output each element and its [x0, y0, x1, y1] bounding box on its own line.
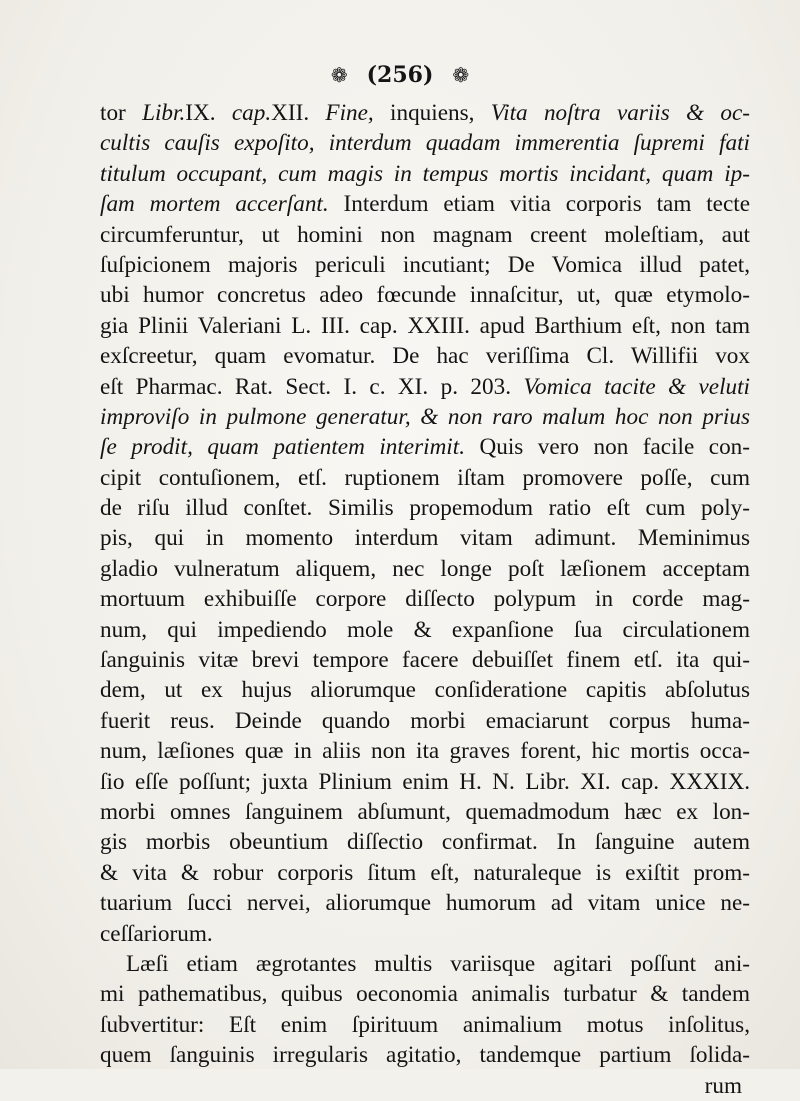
- text-line: [100, 1040, 750, 1070]
- text-line: [100, 220, 750, 250]
- text-segment: quem ſanguinis irregularis agitatio, tandemque partium ſolida-: [100, 1042, 750, 1069]
- text-segment: IX.: [185, 100, 232, 126]
- text-segment: circumferuntur, ut homini non magnam creent moleſtiam, aut: [100, 221, 750, 248]
- text-line: [100, 189, 750, 219]
- text-segment: Læſi etiam ægrotantes multis variisque agitari poſſunt ani-: [126, 950, 750, 977]
- text-line: [100, 523, 750, 553]
- text-segment: gis morbis obeuntium diſſectio confirmat. In ſanguine autem: [100, 829, 750, 856]
- text-segment: ſubvertitur: Eſt enim ſpirituum animalium motus inſolitus,: [100, 1011, 750, 1038]
- text-line: [100, 827, 750, 857]
- text-line: [100, 736, 750, 766]
- text-line: [100, 858, 750, 888]
- text-line: [100, 919, 750, 949]
- text-segment: morbi omnes ſanguinem abſumunt, quemadmodum hæc ex lon-: [100, 798, 750, 825]
- text-line: [100, 645, 750, 675]
- text-segment: gladio vulneratum aliquem, nec longe poſt læſionem acceptam: [100, 555, 750, 582]
- text-line: [100, 98, 750, 128]
- text-line: [100, 797, 750, 827]
- text-segment: tor: [100, 100, 143, 126]
- text-line: [100, 584, 750, 614]
- text-line: [100, 463, 750, 493]
- text-segment: Quis vero non facile con-: [479, 434, 750, 461]
- text-segment: mi pathematibus, quibus oeconomia animalis turbatur & tandem: [100, 981, 750, 1008]
- text-segment: fuerit reus. Deinde quando morbi emaciarunt corpus huma-: [100, 707, 750, 734]
- text-segment: improviſo in pulmone generatur, & non raro malum hoc non prius: [100, 403, 750, 430]
- text-line: [100, 432, 750, 462]
- text-segment: Fine,: [325, 100, 391, 126]
- text-line: [100, 888, 750, 918]
- text-segment: inquiens,: [390, 100, 491, 126]
- text-segment: exſcreetur, quam evomatur. De hac veriſſima Cl. Willifii vox: [100, 343, 750, 370]
- text-line: [100, 949, 750, 979]
- text-segment: dem, ut ex hujus aliorumque conſideratione capitis abſolutus: [100, 677, 750, 704]
- text-line: [100, 280, 750, 310]
- text-line: [100, 767, 750, 797]
- text-segment: num, qui impediendo mole & expanſione ſua circulationem: [100, 616, 750, 643]
- text-segment: cultis cauſis expoſito, interdum quadam immerentia ſupremi fati: [100, 130, 750, 157]
- text-segment: Interdum etiam vitia corporis tam tecte: [343, 191, 750, 218]
- text-line: [100, 675, 750, 705]
- text-line: [100, 706, 750, 736]
- text-line: [100, 615, 750, 645]
- text-line: [100, 554, 750, 584]
- text-segment: de riſu illud conſtet. Similis propemodum ratio eſt cum poly-: [100, 495, 750, 522]
- body-text: [100, 98, 750, 1101]
- text-line: [100, 250, 750, 280]
- text-line: [100, 1010, 750, 1040]
- text-segment: pis, qui in momento interdum vitam adimunt. Meminimus: [100, 525, 750, 552]
- text-segment: ſam mortem accerſant.: [100, 191, 344, 218]
- right-ornament-icon: ❁: [452, 63, 470, 87]
- text-segment: ceſſariorum.: [100, 920, 213, 947]
- text-segment: cap.: [231, 100, 272, 126]
- text-segment: eſt Pharmac. Rat. Sect. I. c. XI. p. 203.: [100, 373, 524, 400]
- text-segment: titulum occupant, cum magis in tempus mortis incidant, quam ip-: [100, 160, 750, 187]
- text-line: [100, 493, 750, 523]
- page-header: [0, 62, 800, 88]
- text-segment: Libr.: [142, 100, 186, 126]
- text-line: [100, 159, 750, 189]
- text-segment: num, læſiones quæ in aliis non ita graves forent, hic mortis occa-: [100, 738, 750, 765]
- text-segment: Vita noſtra variis & oc-: [490, 100, 750, 126]
- text-line: [100, 372, 750, 402]
- text-segment: mortuum exhibuiſſe corpore diſſecto polypum in corde mag-: [100, 586, 750, 613]
- text-segment: & vita & robur corporis ſitum eſt, naturaleque is exiſtit prom-: [100, 859, 750, 886]
- text-line: [100, 128, 750, 158]
- text-segment: ſanguinis vitæ brevi tempore facere debuiſſet finem etſ. ita qui-: [100, 647, 750, 674]
- text-segment: tuarium ſucci nervei, aliorumque humorum ad vitam unice ne-: [100, 890, 750, 917]
- text-segment: cipit contuſionem, etſ. ruptionem iſtam promovere poſſe, cum: [100, 464, 750, 491]
- text-line: [100, 311, 750, 341]
- page-number: (256): [366, 62, 434, 88]
- text-line: [100, 402, 750, 432]
- text-segment: ubi humor concretus adeo fœcunde innaſcitur, ut, quæ etymolo-: [100, 282, 750, 309]
- left-ornament-icon: ❁: [330, 63, 348, 87]
- text-segment: Vomica tacite & veluti: [523, 373, 750, 400]
- text-line: [100, 341, 750, 371]
- text-segment: rum: [704, 1072, 742, 1099]
- text-line: [100, 979, 750, 1009]
- text-segment: ſio eſſe poſſunt; juxta Plinium enim H. N. Libr. XI. cap. XXXIX.: [100, 768, 750, 795]
- text-segment: ſe prodit, quam patientem interimit.: [100, 434, 480, 461]
- text-segment: gia Plinii Valeriani L. III. cap. XXIII. apud Barthium eſt, non tam: [100, 312, 750, 339]
- text-segment: ſuſpicionem majoris periculi incutiant; De Vomica illud patet,: [100, 251, 750, 278]
- text-segment: XII.: [271, 100, 326, 126]
- text-line: [100, 1071, 750, 1101]
